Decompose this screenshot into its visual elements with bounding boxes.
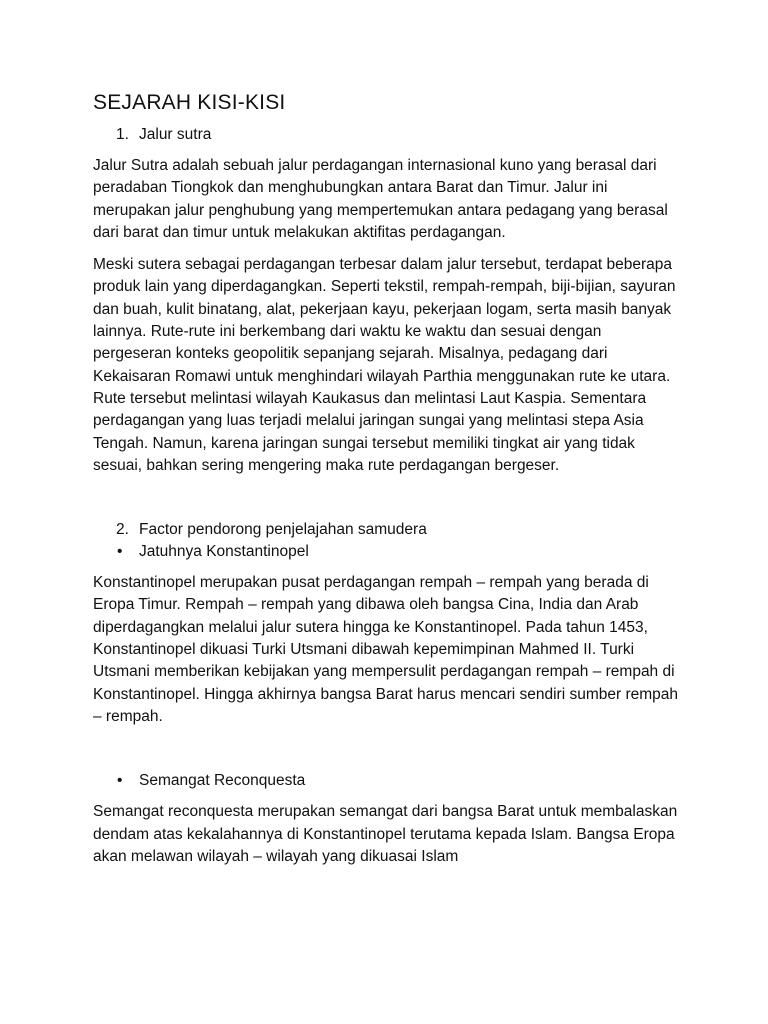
paragraph-reconquesta: Semangat reconquesta merupakan semangat dari bangsa Barat untuk membalaskan dendam atas kekalahannya di Konstantinopel terutama kepada Islam. Bangsa Eropa akan melawan wilayah – wilayah yang dikuasai Islam: [93, 803, 678, 865]
paragraph-konstantinopel: Konstantinopel merupakan pusat perdagangan rempah – rempah yang berada di Eropa Timur. Rempah – rempah yang dibawa oleh bangsa Cina, India dan Arab diperdagangkan melalui jalur sutera hingga ke Konstantinopel. Pada tahun 1453, Konstantinopel dikuasi Turki Utsmani dibawah kepemimpinan Mahmed II. Turki Utsmani memberikan kebijakan yang mempersulit perdagangan rempah – rempah di Konstantinopel. Hingga akhirnya bangsa Barat harus mencari sendiri sumber rempah – rempah.: [93, 574, 679, 725]
list-number-1: 1.: [116, 126, 129, 143]
bullet-item-2: [93, 770, 683, 792]
bullet-item-1: [93, 541, 683, 563]
document-title: SEJARAH KISI-KISI: [93, 91, 286, 114]
numbered-item-2: [93, 519, 683, 541]
paragraph-jalur-sutra-intro: Jalur Sutra adalah sebuah jalur perdagangan internasional kuno yang berasal dari peradaban Tiongkok dan menghubungkan antara Barat dan Timur. Jalur ini merupakan jalur penghubung yang mempertemukan antara pedagang yang berasal dari barat dan timur untuk melakukan aktifitas perdagangan.: [93, 157, 668, 241]
numbered-item-1-label: Jalur sutra: [139, 126, 212, 143]
numbered-item-1: [93, 124, 683, 146]
document-page: [93, 88, 683, 868]
bullet-item-2-label: Semangat Reconquesta: [139, 772, 306, 790]
list-number-2: 2.: [116, 521, 129, 539]
numbered-item-2-label: Factor pendorong penjelajahan samudera: [139, 521, 427, 539]
bullet-icon: •: [117, 772, 123, 790]
bullet-item-1-label: Jatuhnya Konstantinopel: [139, 543, 309, 561]
bullet-icon: •: [117, 543, 123, 561]
paragraph-jalur-sutra-detail: Meski sutera sebagai perdagangan terbesar dalam jalur tersebut, terdapat beberapa produk lain yang diperdagangkan. Seperti tekstil, rempah-rempah, biji-bijian, sayuran dan buah, kulit binatang, alat, pekerjaan kayu, pekerjaan logam, serta masih banyak lainnya. Rute-rute ini berkembang dari waktu ke waktu dan sesuai dengan pergeseran konteks geopolitik sepanjang sejarah. Misalnya, pedagang dari Kekaisaran Romawi untuk menghindari wilayah Parthia menggunakan rute ke utara. Rute tersebut melintasi wilayah Kaukasus dan melintasi Laut Kaspia. Sementara perdagangan yang luas terjadi melalui jaringan sungai yang melintasi stepa Asia Tengah. Namun, karena jaringan sungai tersebut memiliki tingkat air yang tidak sesuai, bahkan sering mengering maka rute perdagangan bergeser.: [93, 256, 676, 474]
